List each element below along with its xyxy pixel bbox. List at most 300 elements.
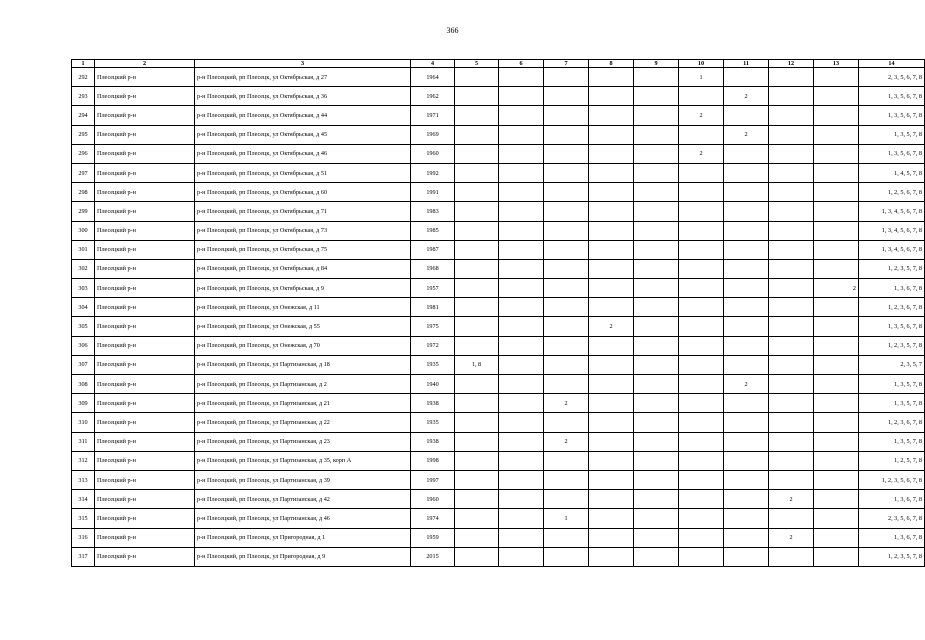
col5-cell — [455, 547, 499, 566]
col8-cell — [589, 125, 634, 144]
address-cell: р-н Плесецкий, рп Плесецк, ул Партизанская, д 39 — [195, 470, 411, 489]
col11-cell: 2 — [724, 87, 769, 106]
col13-cell — [814, 144, 859, 163]
col9-cell — [634, 355, 679, 374]
year-cell: 1960 — [411, 144, 455, 163]
district-cell: Плесецкий р-н — [95, 317, 195, 336]
col13-cell — [814, 413, 859, 432]
row-number-cell: 302 — [72, 259, 95, 278]
col9-cell — [634, 125, 679, 144]
district-cell: Плесецкий р-н — [95, 451, 195, 470]
col12-cell — [769, 317, 814, 336]
col9-cell — [634, 221, 679, 240]
address-cell: р-н Плесецкий, рп Плесецк, ул Октябрьская, д 27 — [195, 68, 411, 87]
col10-cell — [679, 336, 724, 355]
address-cell: р-н Плесецкий, рп Плесецк, ул Онежская, д 11 — [195, 298, 411, 317]
col11-cell — [724, 336, 769, 355]
col7-cell — [544, 336, 589, 355]
col10-cell — [679, 451, 724, 470]
address-cell: р-н Плесецкий, рп Плесецк, ул Партизанская, д 21 — [195, 394, 411, 413]
col7-cell — [544, 240, 589, 259]
col12-cell — [769, 87, 814, 106]
col11-cell — [724, 451, 769, 470]
col6-cell — [499, 432, 544, 451]
column-header: 12 — [769, 60, 814, 68]
row-number-cell: 307 — [72, 355, 95, 374]
col13-cell — [814, 240, 859, 259]
col6-cell — [499, 87, 544, 106]
col11-cell — [724, 298, 769, 317]
col13-cell — [814, 547, 859, 566]
column-header: 6 — [499, 60, 544, 68]
col14-cell: 1, 3, 5, 6, 7, 8 — [859, 144, 925, 163]
year-cell: 1971 — [411, 106, 455, 125]
district-cell: Плесецкий р-н — [95, 394, 195, 413]
district-cell: Плесецкий р-н — [95, 509, 195, 528]
col13-cell — [814, 68, 859, 87]
col9-cell — [634, 279, 679, 298]
col9-cell — [634, 413, 679, 432]
year-cell: 1997 — [411, 470, 455, 489]
col11-cell — [724, 547, 769, 566]
col8-cell — [589, 490, 634, 509]
col10-cell — [679, 355, 724, 374]
table-row — [72, 202, 925, 221]
col8-cell — [589, 413, 634, 432]
col10-cell — [679, 240, 724, 259]
row-number-cell: 308 — [72, 375, 95, 394]
col13-cell — [814, 451, 859, 470]
col8-cell — [589, 106, 634, 125]
col6-cell — [499, 163, 544, 182]
col14-cell: 1, 2, 5, 7, 8 — [859, 451, 925, 470]
col7-cell — [544, 547, 589, 566]
header-row — [72, 60, 925, 68]
table-row — [72, 394, 925, 413]
district-cell: Плесецкий р-н — [95, 68, 195, 87]
row-number-cell: 294 — [72, 106, 95, 125]
table-row — [72, 355, 925, 374]
address-cell: р-н Плесецкий, рп Плесецк, ул Октябрьская, д 60 — [195, 183, 411, 202]
col11-cell — [724, 355, 769, 374]
column-header: 1 — [72, 60, 95, 68]
column-header: 4 — [411, 60, 455, 68]
col14-cell: 1, 3, 6, 7, 8 — [859, 490, 925, 509]
col6-cell — [499, 394, 544, 413]
district-cell: Плесецкий р-н — [95, 490, 195, 509]
col11-cell — [724, 317, 769, 336]
table-row — [72, 375, 925, 394]
col10-cell — [679, 490, 724, 509]
col5-cell — [455, 87, 499, 106]
col11-cell — [724, 183, 769, 202]
col6-cell — [499, 528, 544, 547]
address-cell: р-н Плесецкий, рп Плесецк, ул Октябрьская, д 46 — [195, 144, 411, 163]
col14-cell: 1, 3, 5, 7, 8 — [859, 394, 925, 413]
col11-cell: 2 — [724, 125, 769, 144]
col8-cell — [589, 451, 634, 470]
year-cell: 1981 — [411, 298, 455, 317]
col8-cell — [589, 144, 634, 163]
col9-cell — [634, 470, 679, 489]
col13-cell — [814, 375, 859, 394]
col12-cell — [769, 432, 814, 451]
col14-cell: 1, 3, 6, 7, 8 — [859, 528, 925, 547]
row-number-cell: 309 — [72, 394, 95, 413]
col6-cell — [499, 106, 544, 125]
column-header: 5 — [455, 60, 499, 68]
col9-cell — [634, 336, 679, 355]
col10-cell — [679, 432, 724, 451]
col7-cell — [544, 259, 589, 278]
col7-cell — [544, 355, 589, 374]
col8-cell — [589, 470, 634, 489]
col7-cell — [544, 298, 589, 317]
district-cell: Плесецкий р-н — [95, 298, 195, 317]
col5-cell — [455, 528, 499, 547]
col6-cell — [499, 470, 544, 489]
table-row — [72, 490, 925, 509]
col5-cell — [455, 375, 499, 394]
col13-cell — [814, 125, 859, 144]
col7-cell — [544, 87, 589, 106]
col11-cell — [724, 259, 769, 278]
col11-cell — [724, 490, 769, 509]
address-cell: р-н Плесецкий, рп Плесецк, ул Партизанская, д 18 — [195, 355, 411, 374]
col10-cell — [679, 87, 724, 106]
col14-cell: 1, 3, 5, 7, 8 — [859, 125, 925, 144]
col11-cell — [724, 106, 769, 125]
col11-cell — [724, 163, 769, 182]
col9-cell — [634, 68, 679, 87]
column-header: 8 — [589, 60, 634, 68]
district-cell: Плесецкий р-н — [95, 279, 195, 298]
col14-cell: 1, 3, 5, 6, 7, 8 — [859, 317, 925, 336]
row-number-cell: 316 — [72, 528, 95, 547]
table-row — [72, 432, 925, 451]
col8-cell — [589, 432, 634, 451]
year-cell: 1987 — [411, 240, 455, 259]
year-cell: 1959 — [411, 528, 455, 547]
col10-cell — [679, 509, 724, 528]
col14-cell: 1, 3, 5, 6, 7, 8 — [859, 106, 925, 125]
col10-cell — [679, 279, 724, 298]
address-cell: р-н Плесецкий, рп Плесецк, ул Партизанская, д 2 — [195, 375, 411, 394]
col13-cell — [814, 87, 859, 106]
col12-cell — [769, 375, 814, 394]
col6-cell — [499, 279, 544, 298]
col9-cell — [634, 509, 679, 528]
col6-cell — [499, 547, 544, 566]
col9-cell — [634, 106, 679, 125]
col9-cell — [634, 547, 679, 566]
col5-cell — [455, 183, 499, 202]
col10-cell — [679, 528, 724, 547]
col10-cell — [679, 183, 724, 202]
col5-cell — [455, 106, 499, 125]
col7-cell: 1 — [544, 509, 589, 528]
col6-cell — [499, 317, 544, 336]
year-cell: 1992 — [411, 163, 455, 182]
col11-cell — [724, 509, 769, 528]
col5-cell — [455, 432, 499, 451]
col7-cell: 2 — [544, 432, 589, 451]
col9-cell — [634, 240, 679, 259]
col12-cell: 2 — [769, 490, 814, 509]
col7-cell — [544, 375, 589, 394]
page-number: 366 — [446, 26, 459, 35]
col6-cell — [499, 240, 544, 259]
col6-cell — [499, 355, 544, 374]
table-row — [72, 240, 925, 259]
col14-cell: 1, 3, 4, 5, 6, 7, 8 — [859, 202, 925, 221]
table-row — [72, 183, 925, 202]
table-row — [72, 336, 925, 355]
column-header: 10 — [679, 60, 724, 68]
col9-cell — [634, 202, 679, 221]
col11-cell — [724, 144, 769, 163]
district-cell: Плесецкий р-н — [95, 240, 195, 259]
col13-cell — [814, 490, 859, 509]
col8-cell — [589, 355, 634, 374]
col14-cell: 1, 2, 3, 5, 6, 7, 8 — [859, 470, 925, 489]
col13-cell — [814, 259, 859, 278]
col7-cell — [544, 68, 589, 87]
col7-cell — [544, 317, 589, 336]
col5-cell — [455, 279, 499, 298]
col5-cell — [455, 144, 499, 163]
col6-cell — [499, 490, 544, 509]
col13-cell — [814, 221, 859, 240]
row-number-cell: 295 — [72, 125, 95, 144]
col11-cell: 2 — [724, 375, 769, 394]
year-cell: 1935 — [411, 413, 455, 432]
address-cell: р-н Плесецкий, рп Плесецк, ул Октябрьская, д 9 — [195, 279, 411, 298]
col11-cell — [724, 202, 769, 221]
col10-cell — [679, 317, 724, 336]
col11-cell — [724, 240, 769, 259]
col12-cell — [769, 125, 814, 144]
year-cell: 1969 — [411, 125, 455, 144]
col12-cell — [769, 298, 814, 317]
col11-cell — [724, 470, 769, 489]
col8-cell — [589, 183, 634, 202]
address-cell: р-н Плесецкий, рп Плесецк, ул Партизанская, д 42 — [195, 490, 411, 509]
col12-cell — [769, 163, 814, 182]
col14-cell: 1, 3, 5, 7, 8 — [859, 375, 925, 394]
col14-cell: 1, 3, 4, 5, 6, 7, 8 — [859, 221, 925, 240]
district-cell: Плесецкий р-н — [95, 202, 195, 221]
table-row — [72, 125, 925, 144]
col14-cell: 1, 4, 5, 7, 8 — [859, 163, 925, 182]
col9-cell — [634, 451, 679, 470]
col6-cell — [499, 375, 544, 394]
col14-cell: 1, 2, 5, 6, 7, 8 — [859, 183, 925, 202]
year-cell: 1938 — [411, 432, 455, 451]
col11-cell — [724, 413, 769, 432]
table-row — [72, 317, 925, 336]
col10-cell — [679, 163, 724, 182]
col13-cell — [814, 470, 859, 489]
col5-cell — [455, 221, 499, 240]
col6-cell — [499, 259, 544, 278]
col14-cell: 1, 3, 5, 7, 8 — [859, 432, 925, 451]
address-cell: р-н Плесецкий, рп Плесецк, ул Партизанская, д 23 — [195, 432, 411, 451]
district-cell: Плесецкий р-н — [95, 259, 195, 278]
col13-cell — [814, 317, 859, 336]
row-number-cell: 305 — [72, 317, 95, 336]
table-row — [72, 547, 925, 566]
district-cell: Плесецкий р-н — [95, 336, 195, 355]
col14-cell: 1, 3, 5, 6, 7, 8 — [859, 87, 925, 106]
col7-cell — [544, 451, 589, 470]
col10-cell: 2 — [679, 144, 724, 163]
col10-cell — [679, 470, 724, 489]
row-number-cell: 300 — [72, 221, 95, 240]
col13-cell — [814, 336, 859, 355]
row-number-cell: 315 — [72, 509, 95, 528]
col9-cell — [634, 144, 679, 163]
col10-cell — [679, 547, 724, 566]
district-cell: Плесецкий р-н — [95, 375, 195, 394]
col12-cell — [769, 106, 814, 125]
col11-cell — [724, 394, 769, 413]
table-row — [72, 451, 925, 470]
col5-cell — [455, 298, 499, 317]
row-number-cell: 310 — [72, 413, 95, 432]
col7-cell — [544, 202, 589, 221]
col9-cell — [634, 317, 679, 336]
col6-cell — [499, 221, 544, 240]
col12-cell — [769, 144, 814, 163]
col5-cell — [455, 163, 499, 182]
col13-cell — [814, 106, 859, 125]
year-cell: 1938 — [411, 394, 455, 413]
col11-cell — [724, 279, 769, 298]
address-cell: р-н Плесецкий, рп Плесецк, ул Онежская, д 70 — [195, 336, 411, 355]
col8-cell — [589, 202, 634, 221]
col11-cell — [724, 221, 769, 240]
col7-cell — [544, 470, 589, 489]
row-number-cell: 313 — [72, 470, 95, 489]
col14-cell: 1, 2, 3, 5, 7, 8 — [859, 259, 925, 278]
housing-register-table — [71, 59, 925, 567]
col12-cell — [769, 183, 814, 202]
year-cell: 1983 — [411, 202, 455, 221]
col14-cell: 1, 3, 6, 7, 8 — [859, 279, 925, 298]
year-cell: 2015 — [411, 547, 455, 566]
address-cell: р-н Плесецкий, рп Плесецк, ул Партизанская, д 46 — [195, 509, 411, 528]
address-cell: р-н Плесецкий, рп Плесецк, ул Октябрьская, д 44 — [195, 106, 411, 125]
col10-cell — [679, 202, 724, 221]
address-cell: р-н Плесецкий, рп Плесецк, ул Октябрьская, д 51 — [195, 163, 411, 182]
col6-cell — [499, 298, 544, 317]
row-number-cell: 297 — [72, 163, 95, 182]
district-cell: Плесецкий р-н — [95, 432, 195, 451]
column-header: 3 — [195, 60, 411, 68]
row-number-cell: 306 — [72, 336, 95, 355]
col13-cell — [814, 355, 859, 374]
address-cell: р-н Плесецкий, рп Плесецк, ул Октябрьская, д 75 — [195, 240, 411, 259]
year-cell: 1957 — [411, 279, 455, 298]
district-cell: Плесецкий р-н — [95, 125, 195, 144]
col5-cell — [455, 394, 499, 413]
table-row — [72, 528, 925, 547]
row-number-cell: 292 — [72, 68, 95, 87]
col10-cell — [679, 125, 724, 144]
col5-cell: 1, 8 — [455, 355, 499, 374]
year-cell: 1964 — [411, 68, 455, 87]
address-cell: р-н Плесецкий, рп Плесецк, ул Октябрьская, д 45 — [195, 125, 411, 144]
year-cell: 1962 — [411, 87, 455, 106]
row-number-cell: 293 — [72, 87, 95, 106]
col14-cell: 1, 2, 3, 5, 7, 8 — [859, 336, 925, 355]
col8-cell — [589, 336, 634, 355]
col14-cell: 1, 3, 4, 5, 6, 7, 8 — [859, 240, 925, 259]
col6-cell — [499, 202, 544, 221]
col6-cell — [499, 125, 544, 144]
row-number-cell: 301 — [72, 240, 95, 259]
col10-cell — [679, 375, 724, 394]
year-cell: 1935 — [411, 355, 455, 374]
col7-cell — [544, 279, 589, 298]
col14-cell: 2, 3, 5, 6, 7, 8 — [859, 509, 925, 528]
row-number-cell: 314 — [72, 490, 95, 509]
col9-cell — [634, 528, 679, 547]
col12-cell — [769, 547, 814, 566]
table-row — [72, 298, 925, 317]
district-cell: Плесецкий р-н — [95, 87, 195, 106]
address-cell: р-н Плесецкий, рп Плесецк, ул Октябрьская, д 36 — [195, 87, 411, 106]
col7-cell: 2 — [544, 394, 589, 413]
col10-cell — [679, 298, 724, 317]
column-header: 14 — [859, 60, 925, 68]
col5-cell — [455, 336, 499, 355]
district-cell: Плесецкий р-н — [95, 355, 195, 374]
col12-cell — [769, 279, 814, 298]
address-cell: р-н Плесецкий, рп Плесецк, ул Партизанская, д 35, корп А — [195, 451, 411, 470]
col8-cell — [589, 221, 634, 240]
col13-cell — [814, 509, 859, 528]
col13-cell — [814, 528, 859, 547]
col13-cell — [814, 183, 859, 202]
col12-cell — [769, 259, 814, 278]
col11-cell — [724, 528, 769, 547]
row-number-cell: 312 — [72, 451, 95, 470]
col8-cell — [589, 298, 634, 317]
col8-cell — [589, 240, 634, 259]
col13-cell — [814, 432, 859, 451]
year-cell: 1968 — [411, 259, 455, 278]
row-number-cell: 296 — [72, 144, 95, 163]
col13-cell — [814, 163, 859, 182]
district-cell: Плесецкий р-н — [95, 144, 195, 163]
col10-cell: 2 — [679, 106, 724, 125]
table-row — [72, 87, 925, 106]
col9-cell — [634, 163, 679, 182]
col5-cell — [455, 470, 499, 489]
district-cell: Плесецкий р-н — [95, 528, 195, 547]
table-row — [72, 68, 925, 87]
table-row — [72, 144, 925, 163]
district-cell: Плесецкий р-н — [95, 163, 195, 182]
col5-cell — [455, 490, 499, 509]
address-cell: р-н Плесецкий, рп Плесецк, ул Октябрьская, д 71 — [195, 202, 411, 221]
column-header: 13 — [814, 60, 859, 68]
col6-cell — [499, 509, 544, 528]
district-cell: Плесецкий р-н — [95, 221, 195, 240]
col14-cell: 2, 3, 5, 6, 7, 8 — [859, 68, 925, 87]
